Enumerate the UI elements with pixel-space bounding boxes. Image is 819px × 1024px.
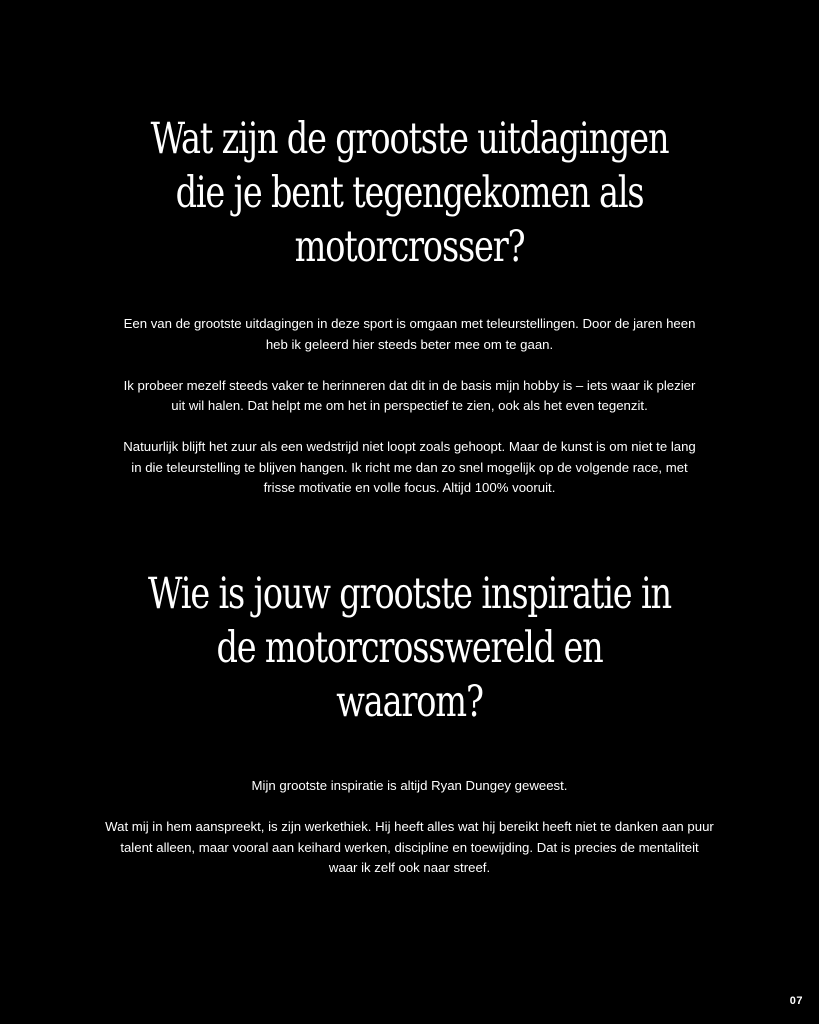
answer-1-paragraph-2 [50, 376, 769, 417]
question-1-line: Wat zijn de grootste uitdagingen [150, 114, 669, 164]
text-line: Ik probeer mezelf steeds vaker te herinneren dat dit in de basis mijn hobby is – iets waar ik plezier [123, 377, 696, 393]
answer-2-paragraph-1 [40, 776, 779, 797]
question-1-line: motorcrosser? [294, 222, 525, 272]
question-2-line: waarom? [336, 677, 483, 727]
text-line: Een van de grootste uitdagingen in deze sport is omgaan met teleurstellingen. Door de jaren heen [123, 316, 696, 331]
answer-block-2 [40, 776, 779, 899]
page-number: 07 [789, 995, 803, 1007]
answer-1-paragraph-1 [50, 314, 769, 355]
question-heading-2 [121, 567, 697, 729]
text-line: heb ik geleerd hier steeds beter mee om te gaan. [265, 336, 554, 352]
text-line: Wat mij in hem aanspreekt, is zijn werkethiek. Hij heeft alles wat hij bereikt heeft niet te danken aan puur [105, 819, 714, 834]
question-1-line: die je bent tegengekomen als [175, 168, 644, 218]
text-line: uit wil halen. Dat helpt me om het in perspectief te zien, ook als het even tegenzit. [171, 398, 648, 413]
text-line: waar ik zelf ook naar streef. [328, 860, 491, 875]
text-line: Mijn grootste inspiratie is altijd Ryan Dungey geweest. [251, 778, 568, 793]
text-line: Natuurlijk blijft het zuur als een wedstrijd niet loopt zoals gehoopt. Maar de kunst is om niet te lang [123, 439, 696, 454]
text-line: in die teleurstelling te blijven hangen. Ik richt me dan zo snel mogelijk op de volgende race, met [131, 459, 688, 475]
answer-2-paragraph-2 [40, 817, 779, 879]
text-line: frisse motivatie en volle focus. Altijd 100% vooruit. [263, 480, 556, 495]
answer-block-1 [50, 314, 769, 519]
question-2-line: de motorcrosswereld en [216, 623, 603, 673]
answer-1-paragraph-3 [50, 437, 769, 499]
question-heading-1 [121, 112, 697, 274]
question-2-line: Wie is jouw grootste inspiratie in [148, 569, 671, 619]
text-line: talent alleen, maar vooral aan keihard werken, discipline en toewijding. Dat is precies de mentaliteit [120, 839, 699, 855]
